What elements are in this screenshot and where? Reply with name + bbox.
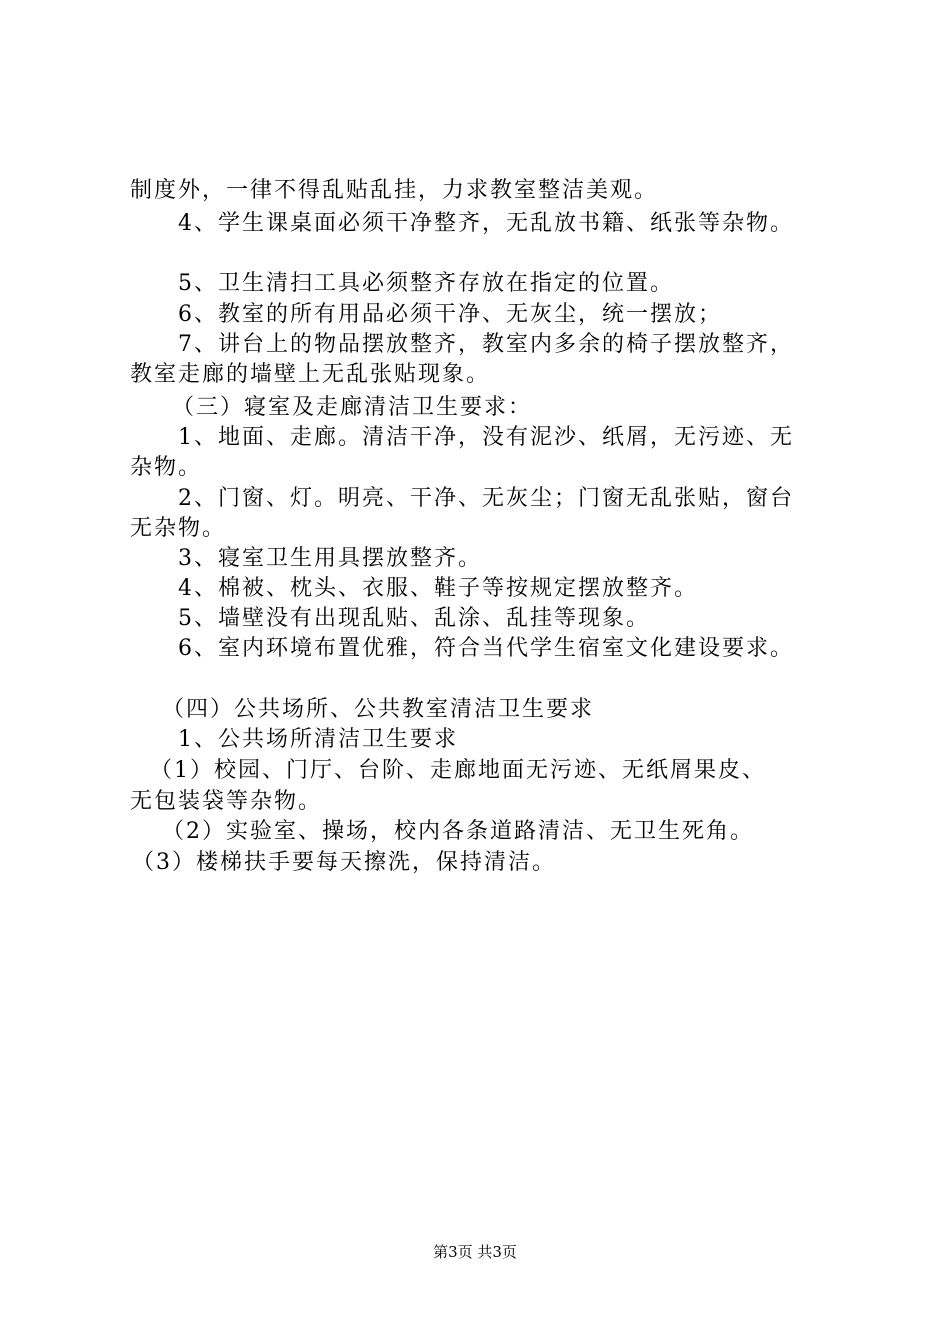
text-line: 4、棉被、枕头、衣服、鞋子等按规定摆放整齐。 bbox=[178, 576, 698, 601]
text-line: 无杂物。 bbox=[130, 516, 227, 541]
text-line: （2）实验室、操场，校内各条道路清洁、无卫生死角。 bbox=[162, 819, 754, 844]
text-line: 7、讲台上的物品摆放整齐，教室内多余的椅子摆放整齐， bbox=[178, 332, 794, 357]
text-line: 教室走廊的墙壁上无乱张贴现象。 bbox=[130, 362, 491, 387]
text-line: 4、学生课桌面必须干净整齐，无乱放书籍、纸张等杂物。 bbox=[178, 211, 794, 236]
text-line: 无包装袋等杂物。 bbox=[130, 789, 323, 814]
section-heading: （四）公共场所、公共教室清洁卫生要求 bbox=[162, 697, 595, 722]
text-line: （3）楼梯扶手要每天擦洗，保持清洁。 bbox=[132, 850, 556, 875]
section-heading: （三）寝室及走廊清洁卫生要求： bbox=[172, 395, 533, 420]
text-line: 5、卫生清扫工具必须整齐存放在指定的位置。 bbox=[178, 271, 674, 296]
text-line: 杂物。 bbox=[130, 455, 203, 480]
text-line: 制度外，一律不得乱贴乱挂，力求教室整洁美观。 bbox=[130, 178, 659, 203]
text-line: 1、公共场所清洁卫生要求 bbox=[178, 727, 458, 752]
text-line: 6、教室的所有用品必须干净、无灰尘，统一摆放； bbox=[178, 302, 722, 327]
text-line: 5、墙壁没有出现乱贴、乱涂、乱挂等现象。 bbox=[178, 606, 650, 631]
text-line: 2、门窗、灯。明亮、干净、无灰尘；门窗无乱张贴，窗台 bbox=[178, 486, 794, 511]
text-line: （1）校园、门厅、台阶、走廊地面无污迹、无纸屑果皮、 bbox=[150, 758, 766, 783]
text-line: 3、寝室卫生用具摆放整齐。 bbox=[178, 546, 482, 571]
text-line: 1、地面、走廊。清洁干净，没有泥沙、纸屑，无污迹、无 bbox=[178, 425, 794, 450]
text-line: 6、室内环境布置优雅，符合当代学生宿室文化建设要求。 bbox=[178, 636, 794, 661]
page-footer: 第3页 共3页 bbox=[433, 1243, 517, 1261]
